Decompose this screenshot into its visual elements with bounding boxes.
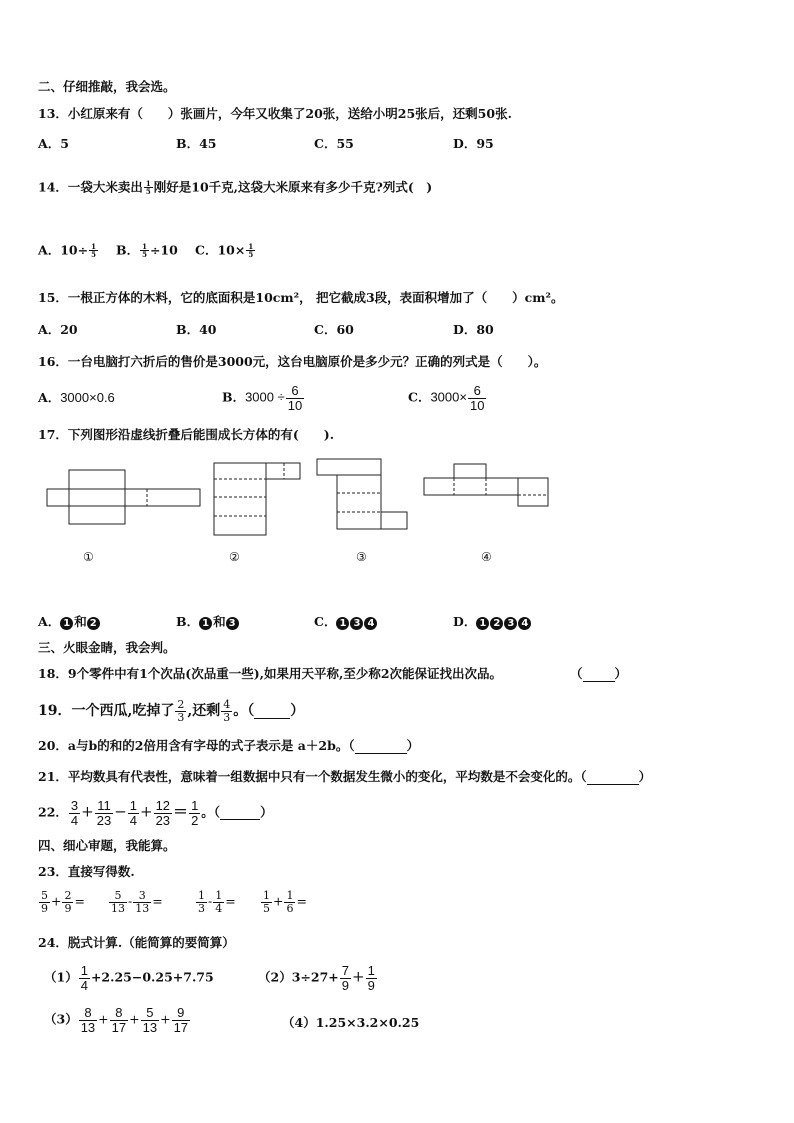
q13-option-d: D．95 bbox=[453, 136, 494, 151]
q14-text-pre: 14．一袋大米卖出 bbox=[38, 179, 143, 195]
q13-option-b: B．45 bbox=[176, 136, 217, 151]
question-19: 19．一个西瓜,吃掉了 $\frac{2}{3}$ ,还剩 $\frac{4}{3}$ 。（ ） bbox=[38, 698, 305, 724]
q14-option-c: C．10× $\frac{1}{5}$ bbox=[195, 242, 254, 260]
question-15: 15．一根正方体的木料，它的底面积是10cm²， 把它截成3段，表面积增加了（ ）cm²。 bbox=[38, 290, 564, 305]
question-24-title: 24．脱式计算.（能简算的要简算） bbox=[38, 935, 235, 950]
figure-label-1: ① bbox=[83, 550, 94, 564]
q24-part-2: （2）3÷27+ $\frac{7}{9}$ + $\frac{1}{9}$ bbox=[258, 963, 375, 993]
q13-option-c: C．55 bbox=[314, 136, 354, 151]
figure-label-3: ③ bbox=[356, 550, 367, 564]
q16-option-c: C．3000× $\frac{6}{10}$ bbox=[408, 383, 485, 413]
q15-option-d: D．80 bbox=[453, 322, 494, 337]
q23-item-2: $\frac{5}{13}$ - $\frac{3}{13}$ = bbox=[111, 889, 163, 915]
net-figure-3 bbox=[313, 457, 411, 533]
q15-option-c: C．60 bbox=[314, 322, 354, 337]
question-13: 13．小红原来有（ ）张画片，今年又收集了20张，送给小明25张后，还剩50张. bbox=[38, 106, 512, 121]
figure-label-4: ④ bbox=[481, 550, 492, 564]
q17-option-c: C． 1 3 4 bbox=[314, 616, 378, 630]
q24-part-3: （3） $\frac{8}{13}$ + $\frac{8}{17}$ + $\frac{5}{13}$ + $\frac{9}{17}$ bbox=[44, 1005, 189, 1035]
question-21: 21．平均数具有代表性，意味着一组数据中只有一个数据发生微小的变化，平均数是不会变化的。（ ） bbox=[38, 769, 652, 784]
q19-answer-blank[interactable] bbox=[254, 704, 290, 719]
question-16: 16．一台电脑打六折后的售价是3000元，这台电脑原价是多少元？正确的列式是（ ）。 bbox=[38, 354, 547, 369]
q22-answer-blank[interactable] bbox=[220, 807, 260, 821]
question-23-title: 23．直接写得数. bbox=[38, 864, 135, 879]
q20-answer-blank[interactable] bbox=[355, 740, 407, 754]
figure-label-2: ② bbox=[229, 550, 240, 564]
q23-item-3: $\frac{1}{3}$ - $\frac{1}{4}$ = bbox=[198, 889, 236, 915]
q21-answer-blank[interactable] bbox=[587, 771, 639, 785]
question-22: 22． $\frac{3}{4}$ + $\frac{11}{23}$ − $\frac{1}{4}$ + $\frac{12}{23}$ ＝ $\frac{1}{2}$ 。（ ） bbox=[38, 798, 273, 828]
question-14 bbox=[38, 180, 432, 196]
question-17: 17．下列图形沿虚线折叠后能围成长方体的有( ). bbox=[38, 427, 335, 442]
q14-option-a: A．10÷ $\frac{1}{5}$ bbox=[38, 242, 96, 260]
q16-option-b: B．3000 ÷ $\frac{6}{10}$ bbox=[222, 383, 303, 413]
net-figure-1 bbox=[44, 466, 204, 528]
q15-option-a: A．20 bbox=[38, 322, 78, 337]
question-20: 20．a与b的和的2倍用含有字母的式子表示是 a＋2b。（ ） bbox=[38, 738, 420, 753]
question-18: 18．9个零件中有1个次品(次品重一些),如果用天平称,至少称2次能保证找出次品。 bbox=[38, 666, 503, 681]
q14-option-b: B． $\frac{1}{5}$ ÷10 bbox=[116, 242, 178, 260]
q23-item-1: $\frac{5}{9}$ + $\frac{2}{9}$ = bbox=[41, 889, 85, 915]
net-figure-2 bbox=[212, 459, 304, 539]
q17-option-b: B． 1 和 3 bbox=[176, 616, 240, 630]
section-3-title: 三、火眼金睛，我会判。 bbox=[38, 640, 176, 655]
section-2-title: 二、仔细推敲，我会选。 bbox=[38, 79, 176, 94]
q17-option-d: D． 1 2 3 4 bbox=[453, 616, 532, 630]
q24-part-1: （1） $\frac{1}{4}$ +2.25−0.25+7.75 bbox=[44, 963, 214, 993]
q14-text-post: 刚好是10千克,这袋大米原来有多少千克?列式( ) bbox=[153, 179, 433, 195]
net-figure-4 bbox=[422, 460, 552, 510]
q23-item-4: $\frac{1}{5}$ + $\frac{1}{6}$ = bbox=[263, 889, 307, 915]
q15-option-b: B．40 bbox=[176, 322, 217, 337]
q16-option-a: A．3000×0.6 bbox=[38, 390, 115, 405]
q14-fraction: $\frac{1}{5}$ bbox=[145, 179, 151, 197]
q17-option-a: A． 1 和 2 bbox=[38, 616, 101, 630]
q18-answer-blank[interactable]: （ ） bbox=[570, 666, 628, 681]
q13-option-a: A．5 bbox=[38, 136, 69, 151]
section-4-title: 四、细心审题，我能算。 bbox=[38, 838, 176, 853]
q24-part-4: （4）1.25×3.2×0.25 bbox=[282, 1015, 420, 1030]
